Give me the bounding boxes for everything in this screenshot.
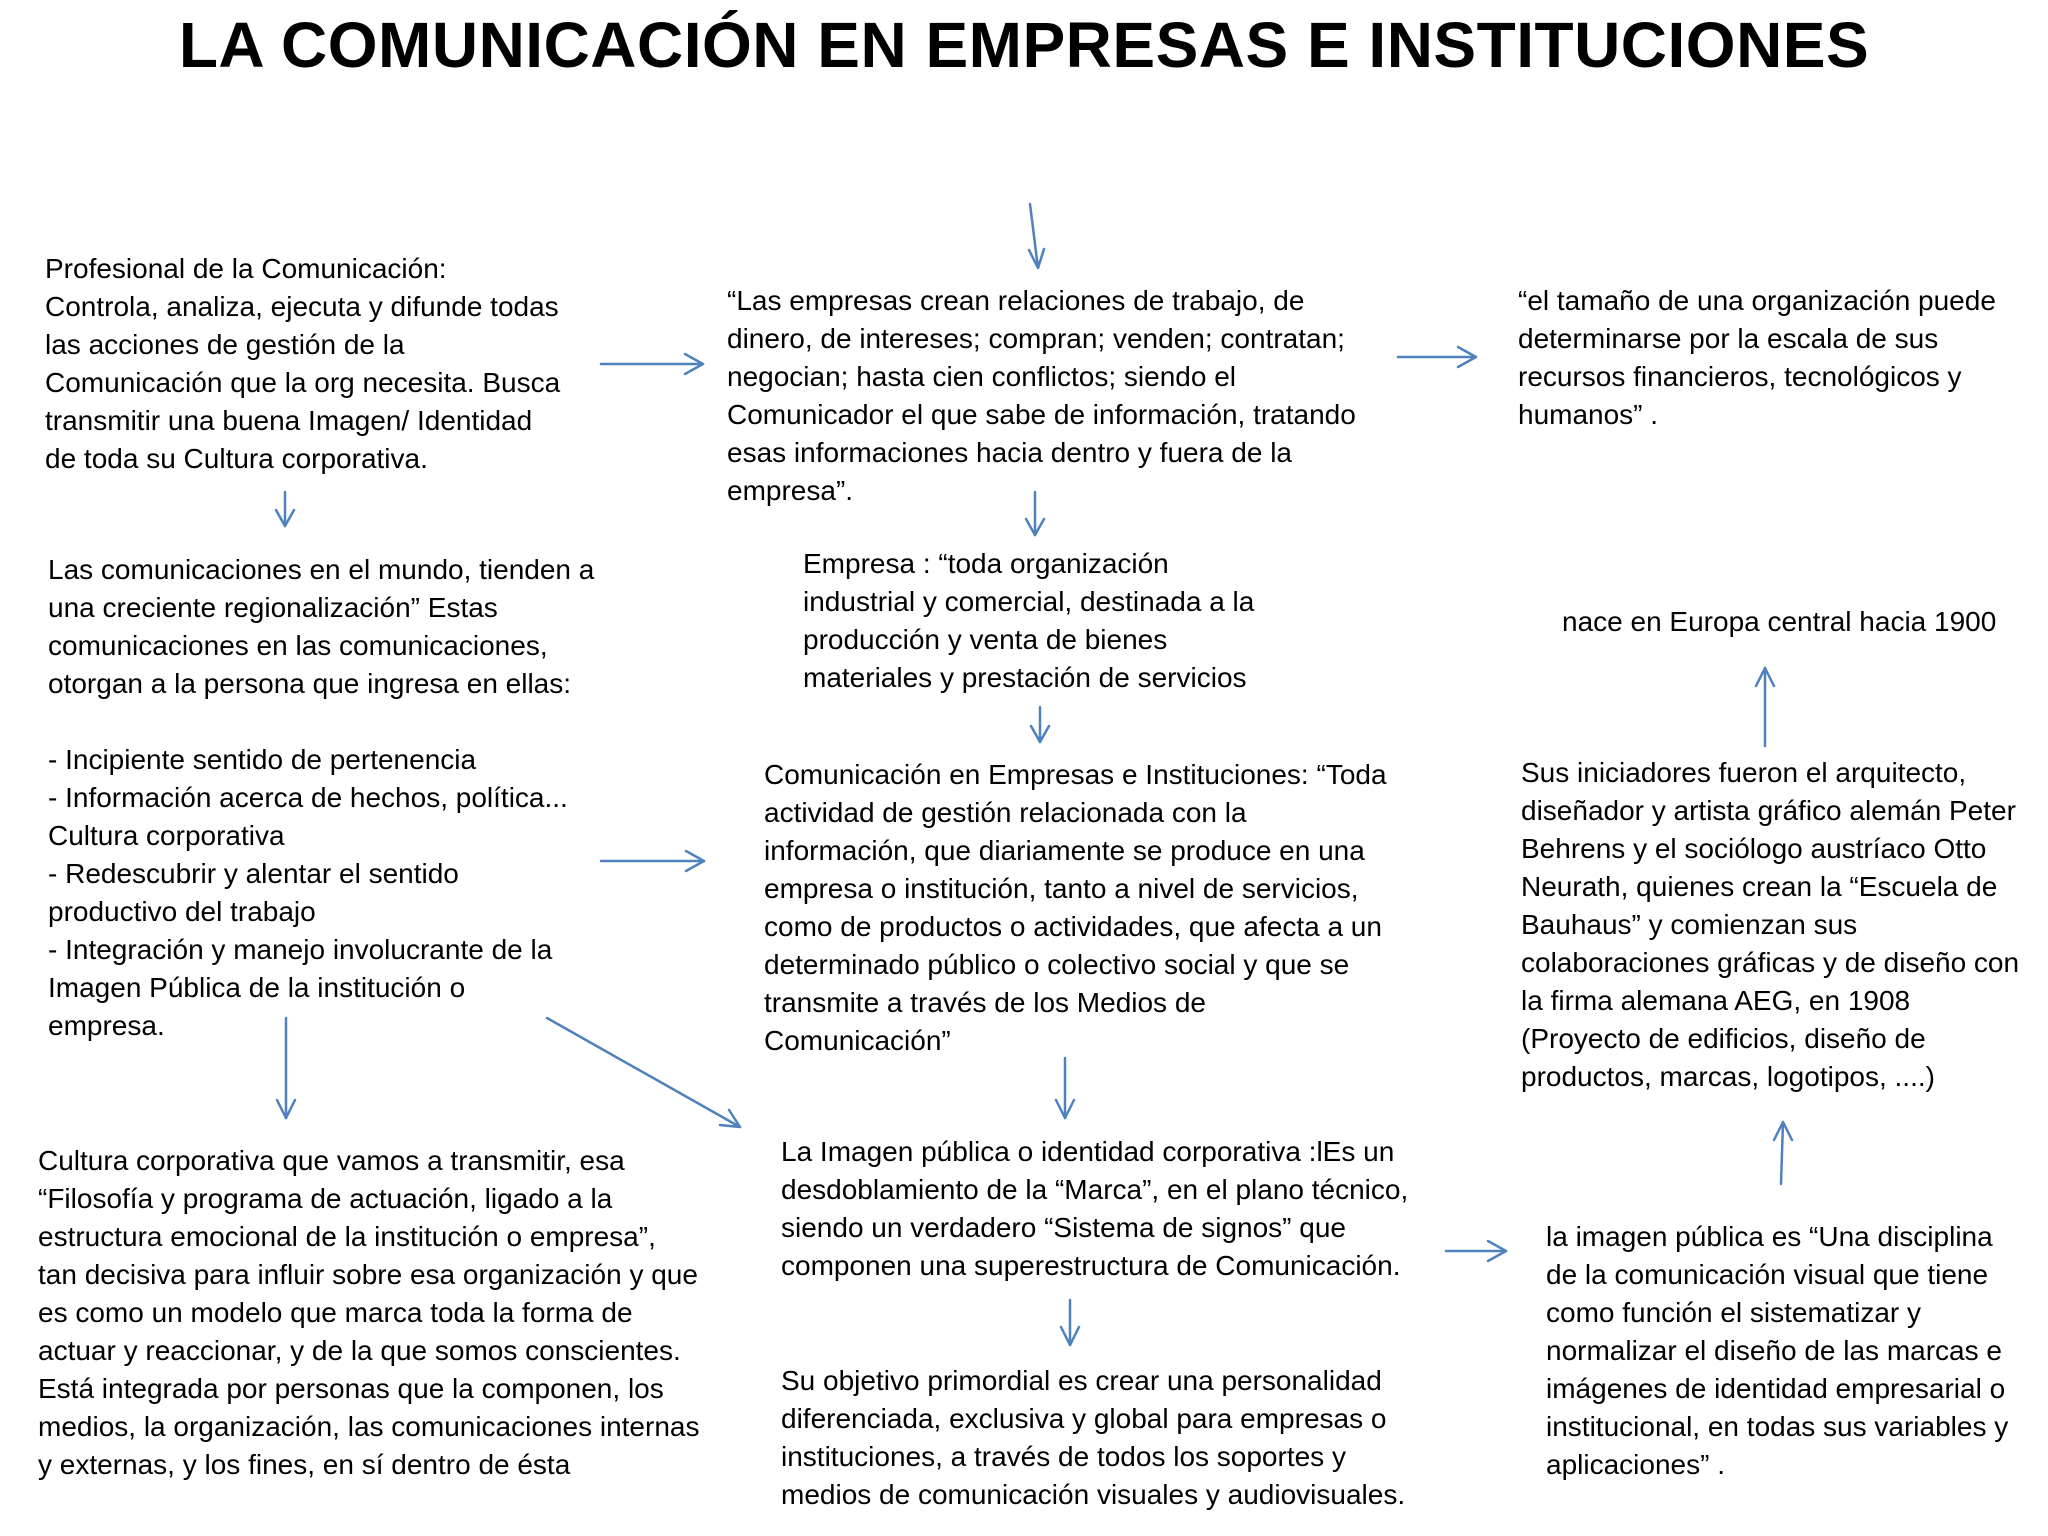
arrow-comunicacion-down [1056, 1058, 1074, 1118]
arrow-top-down [1029, 204, 1044, 268]
node-tamano: “el tamaño de una organización puede determinarse por la escala de sus recursos financieros, tecnológicos y humanos” . [1518, 285, 1996, 430]
node-empresa-definicion: Empresa : “toda organización industrial y comercial, destinada a la producción y venta de bienes materiales y prestación de servicios [803, 548, 1255, 693]
arrow-profesional-to-empresas [601, 354, 703, 374]
node-imagen-disciplina: la imagen pública es “Una disciplina de la comunicación visual que tiene como función el sistematizar y normalizar el diseño de las marcas e imágenes de identidad empresarial o institucional, en todas sus variables y aplicaciones” . [1546, 1221, 2009, 1480]
node-comunicaciones-mundo: Las comunicaciones en el mundo, tienden a una creciente regionalización” Estas comunicaciones en las comunicaciones, otorgan a la persona que ingresa en ellas: - Incipiente sentido de pertenencia - Información acerca de hechos, política... Cultura corporativa - Redescubrir y alentar el sentido productivo del trabajo - Integración y manejo involucrante de la Imagen Pública de la institución o empresa. [48, 554, 595, 1041]
arrow-iniciadores-up-to-nace [1756, 668, 1774, 746]
node-cultura-corporativa: Cultura corporativa que vamos a transmitir, esa “Filosofía y programa de actuación, ligado a la estructura emocional de la institución o empresa”, tan decisiva para influir sobre esa organización y que es como un modelo que marca toda la forma de actuar y reaccionar, y de la que somos conscientes. Está integrada por personas que la componen, los medios, la organización, las comunicaciones internas y externas, y los fines, en sí dentro de ésta [38, 1145, 700, 1480]
node-empresas-crean: “Las empresas crean relaciones de trabajo, de dinero, de intereses; compran; venden; contratan; negocian; hasta cien conflictos; siendo el Comunicador el que sabe de información, tratando esas informaciones hacia dentro y fuera de la empresa”. [727, 285, 1356, 506]
arrow-empresas-to-tamano [1398, 347, 1476, 367]
page-title: LA COMUNICACIÓN EN EMPRESAS E INSTITUCIONES [178, 9, 1870, 81]
arrow-empresa-def-down [1031, 707, 1049, 742]
node-profesional: Profesional de la Comunicación: Controla, analiza, ejecuta y difunde todas las acciones de gestión de la Comunicación que la org necesita. Busca transmitir una buena Imagen/ Identidad de toda su Cultura corporativa. [45, 253, 561, 474]
node-imagen-publica: La Imagen pública o identidad corporativa :lEs un desdoblamiento de la “Marca”, en el plano técnico, siendo un verdadero “Sistema de signos” que componen una superestructura de Comunicación. [781, 1136, 1409, 1281]
arrow-disciplina-up-to-iniciadores [1774, 1122, 1792, 1184]
arrow-profesional-down [276, 492, 294, 526]
arrow-empresas-down [1026, 492, 1044, 535]
node-iniciadores: Sus iniciadores fueron el arquitecto, diseñador y artista gráfico alemán Peter Behrens y el sociólogo austríaco Otto Neurath, quienes crean la “Escuela de Bauhaus” y comienzan sus colaboraciones gráficas y de diseño con la firma alemana AEG, en 1908 (Proyecto de edificios, diseño de productos, marcas, logotipos, ....) [1521, 757, 2020, 1092]
arrow-mundo-to-imagen [547, 1018, 740, 1127]
arrow-imagen-to-disciplina [1446, 1241, 1506, 1261]
node-comunicacion-definicion: Comunicación en Empresas e Instituciones: “Toda actividad de gestión relacionada con la información, que diariamente se produce en una empresa o institución, tanto a nivel de servicios, como de productos o actividades, que afecta a un determinado público o colectivo social y que se transmite a través de los Medios de Comunicación” [764, 759, 1387, 1056]
arrow-mundo-down-to-cultura [277, 1018, 295, 1118]
node-nace: nace en Europa central hacia 1900 [1562, 606, 1997, 637]
arrow-imagen-down-to-objetivo [1061, 1300, 1079, 1345]
arrow-mundo-to-comunicacion [601, 851, 704, 871]
node-objetivo: Su objetivo primordial es crear una personalidad diferenciada, exclusiva y global para empresas o instituciones, a través de todos los soportes y medios de comunicación visuales y audiovisuales. [781, 1365, 1406, 1510]
